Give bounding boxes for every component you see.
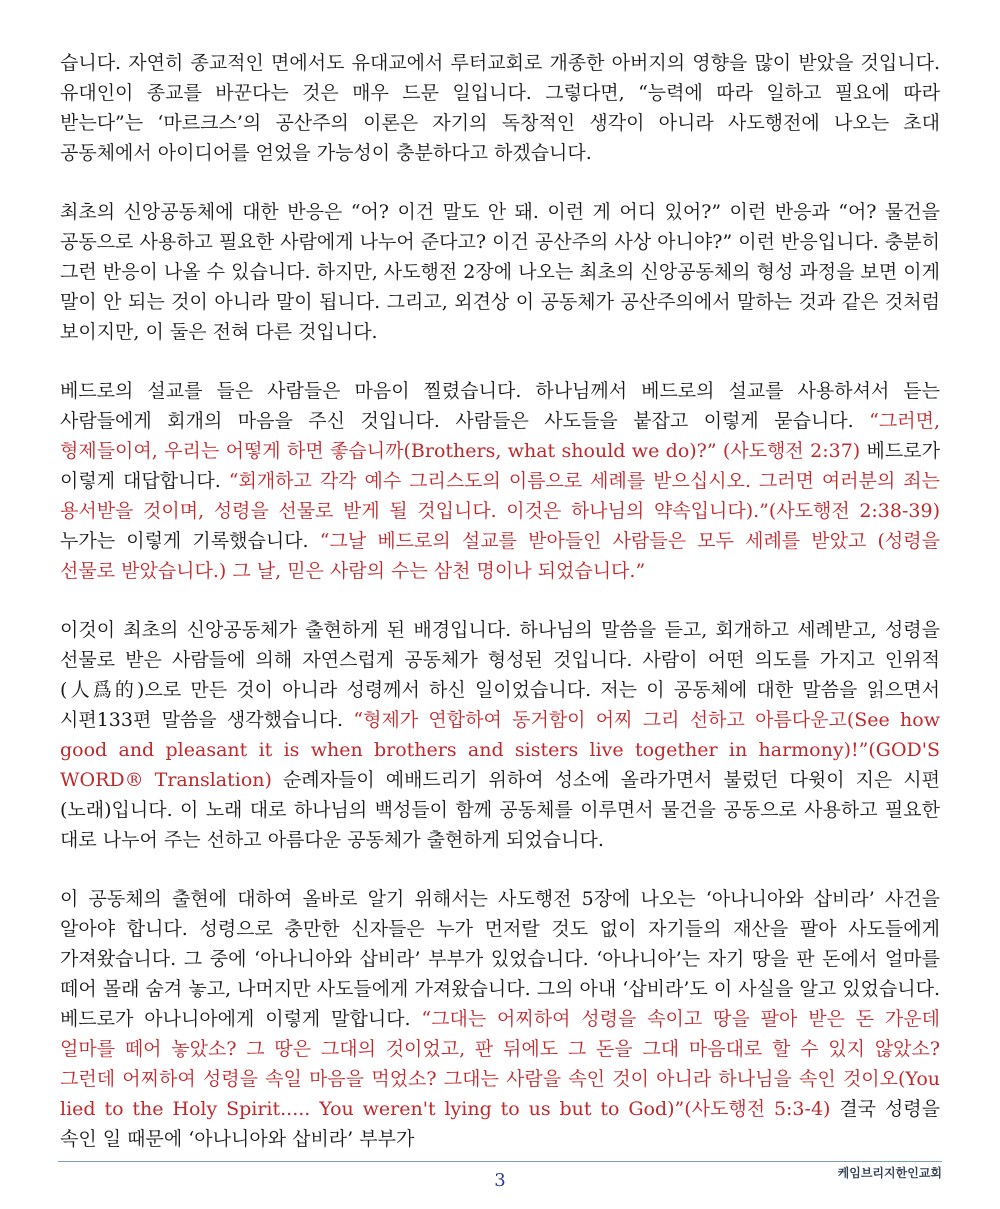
text-segment: 최초의 신앙공동체에 대한 반응은 “어? 이건 말도 안 돼. 이런 게 어디 있어?” 이런 반응과 “어? 물건을 공동으로 사용하고 필요한 사람에게 나누어 준다고? 이건 공산주의 사상 아니야?” 이런 반응입니다. 충분히 그런 반응이 나올 수 있습니다. 하지만, 사도행전 2장에 나오는 최초의 신앙공동체의 형성 과정을 보면 이게 말이 안 되는 것이 아니라 말이 됩니다. 그리고, 외견상 이 공동체가 공산주의에서 말하는 것과 같은 것처럼 보이지만, 이 둘은 전혀 다른 것입니다. — [60, 201, 940, 343]
text-segment: 이 공동체의 출현에 대하여 올바로 알기 위해서는 사도행전 5장에 나오는 ‘아나니아와 삽비라’ 사건을 알아야 합니다. 성령으로 충만한 신자들은 누가 먼저랄 것도 없이 자기들의 재산을 팔아 사도들에게 가져왔습니다. 그 중에 ‘아나니아와 삽비라’ 부부가 있었습니다. ‘아나니아’는 자기 땅을 판 돈에서 얼마를 떼어 몰래 숨겨 놓고, 나머지만 사도들에게 가져왔습니다. 그의 아내 ‘삽비라’도 이 사실을 알고 있었습니다. 베드로가 아나니아에게 이렇게 말합니다. — [60, 888, 940, 1030]
scripture-quote: “형제가 연합하여 동거함이 어찌 그리 선하고 아름다운고(See how good and pleasant it is when brothers and sisters live together in harmony)!”(GOD'S WORD® Translation) — [60, 709, 940, 791]
paragraph-4 — [60, 615, 940, 855]
text-segment: 결국 성령을 속인 일 때문에 ‘아나니아와 삽비라’ 부부가 — [60, 1098, 940, 1150]
scripture-quote: “그대는 어찌하여 성령을 속이고 땅을 팔아 받은 돈 가운데 얼마를 떼어 놓았소? 그 땅은 그대의 것이었고, 판 뒤에도 그 돈을 그대 마음대로 할 수 있지 않았소? 그런데 어찌하여 성령을 속일 마음을 먹었소? 그대는 사람을 속인 것이 아니라 하나님을 속인 것이오(You lied to the Holy Spirit..... You weren't lying to us but to God)”(사도행전 5:3-4) — [60, 1008, 940, 1120]
text-segment: 습니다. 자연히 종교적인 면에서도 유대교에서 루터교회로 개종한 아버지의 영향을 많이 받았을 것입니다. 유대인이 종교를 바꾼다는 것은 매우 드문 일입니다. 그렇다면, “능력에 따라 일하고 필요에 따라 받는다”는 ‘마르크스’의 공산주의 이론은 자기의 독창적인 생각이 아니라 사도행전에 나오는 초대 공동체에서 아이디어를 얻었을 가능성이 충분하다고 하겠습니다. — [60, 52, 940, 164]
paragraph-5 — [60, 884, 940, 1154]
text-segment: 이것이 최초의 신앙공동체가 출현하게 된 배경입니다. 하나님의 말씀을 듣고, 회개하고 세례받고, 성령을 선물로 받은 사람들에 의해 자연스럽게 공동체가 형성된 것입니다. 사람이 어떤 의도를 가지고 인위적(人爲的)으로 만든 것이 아니라 성령께서 하신 일이었습니다. 저는 이 공동체에 대한 말씀을 읽으면서 시편133편 말씀을 생각했습니다. — [60, 619, 940, 731]
text-segment: 순례자들이 예배드리기 위하여 성소에 올라가면서 불렀던 다윗이 지은 시편(노래)입니다. 이 노래 대로 하나님의 백성들이 함께 공동체를 이루면서 물건을 공동으로 사용하고 필요한 대로 나누어 주는 선하고 아름다운 공동체가 출현하게 되었습니다. — [60, 769, 940, 851]
scripture-quote: “회개하고 각각 예수 그리스도의 이름으로 세례를 받으십시오. 그러면 여러분의 죄는 용서받을 것이며, 성령을 선물로 받게 될 것입니다. 이것은 하나님의 약속입니다).”(사도행전 2:38-39) — [60, 470, 940, 522]
page-number: 3 — [494, 1170, 506, 1191]
document-body — [60, 48, 940, 1183]
text-segment: 베드로의 설교를 들은 사람들은 마음이 찔렸습니다. 하나님께서 베드로의 설교를 사용하셔서 듣는 사람들에게 회개의 마음을 주신 것입니다. 사람들은 사도들을 붙잡고 이렇게 묻습니다. — [60, 380, 940, 432]
church-name: 케임브리지한인교회 — [837, 1166, 942, 1180]
text-segment: 누가는 이렇게 기록했습니다. — [60, 530, 320, 552]
footer-divider — [58, 1161, 942, 1162]
text-segment: 베드로가 이렇게 대답합니다. — [60, 440, 940, 492]
paragraph-2 — [60, 197, 940, 347]
paragraph-3 — [60, 376, 940, 586]
paragraph-1 — [60, 48, 940, 168]
scripture-quote: “그날 베드로의 설교를 받아들인 사람들은 모두 세례를 받았고 (성령을 선물로 받았습니다.) 그 날, 믿은 사람의 수는 삼천 명이나 되었습니다.” — [60, 530, 940, 582]
scripture-quote: “그러면, 형제들이여, 우리는 어떻게 하면 좋습니까(Brothers, what should we do)?” (사도행전 2:37) — [60, 410, 940, 462]
